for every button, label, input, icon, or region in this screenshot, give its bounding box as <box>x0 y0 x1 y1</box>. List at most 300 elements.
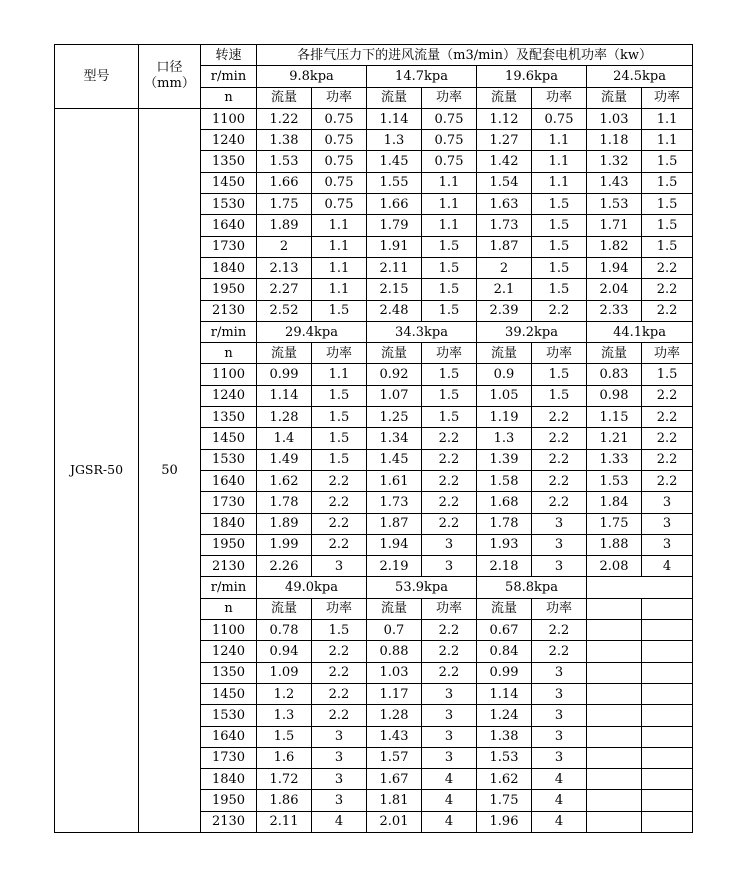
flow-value: 1.68 <box>477 492 532 513</box>
blower-performance-table <box>54 44 693 833</box>
power-value: 1.5 <box>422 300 477 321</box>
power-value: 1.5 <box>532 385 587 406</box>
flow-header: 流量 <box>477 87 532 108</box>
flow-value <box>587 620 642 641</box>
flow-value: 0.78 <box>257 620 312 641</box>
flow-value: 0.84 <box>477 641 532 662</box>
power-value <box>642 641 693 662</box>
flow-value: 1.87 <box>477 236 532 257</box>
power-value: 4 <box>422 790 477 811</box>
power-value: 0.75 <box>532 108 587 129</box>
power-value: 1.5 <box>422 385 477 406</box>
power-value: 2.2 <box>532 492 587 513</box>
flow-value <box>587 705 642 726</box>
pressure-header: 44.1kpa <box>587 321 693 342</box>
flow-value: 1.03 <box>587 108 642 129</box>
speed-value: 1640 <box>201 470 257 491</box>
flow-value: 1.34 <box>367 428 422 449</box>
flow-value: 2.52 <box>257 300 312 321</box>
flow-value: 1.89 <box>257 513 312 534</box>
power-value: 1.5 <box>532 279 587 300</box>
power-value: 0.75 <box>312 130 367 151</box>
flow-value: 1.3 <box>477 428 532 449</box>
flow-value: 1.43 <box>587 172 642 193</box>
speed-value: 1450 <box>201 428 257 449</box>
power-value: 4 <box>642 556 693 577</box>
flow-value: 1.53 <box>477 747 532 768</box>
power-value: 3 <box>532 683 587 704</box>
power-value: 0.75 <box>422 151 477 172</box>
speed-value: 1730 <box>201 747 257 768</box>
flow-value: 1.91 <box>367 236 422 257</box>
power-value: 2.2 <box>532 620 587 641</box>
power-value: 3 <box>312 726 367 747</box>
flow-header: 流量 <box>587 343 642 364</box>
flow-value: 1.67 <box>367 769 422 790</box>
n-label: n <box>201 343 257 364</box>
flow-value: 1.73 <box>367 492 422 513</box>
power-value: 1.1 <box>312 279 367 300</box>
flow-value: 1.17 <box>367 683 422 704</box>
flow-value: 1.22 <box>257 108 312 129</box>
flow-value: 0.94 <box>257 641 312 662</box>
power-value: 1.5 <box>312 407 367 428</box>
power-value: 2.2 <box>532 641 587 662</box>
power-value <box>642 726 693 747</box>
flow-header: 流量 <box>257 598 312 619</box>
flow-value: 1.14 <box>477 683 532 704</box>
power-value: 2.2 <box>422 428 477 449</box>
power-value: 1.1 <box>312 364 367 385</box>
flow-value: 1.38 <box>477 726 532 747</box>
empty-cell <box>587 598 642 619</box>
power-value <box>642 705 693 726</box>
power-value: 3 <box>422 705 477 726</box>
pressure-header: 49.0kpa <box>257 577 367 598</box>
flow-value: 1.63 <box>477 194 532 215</box>
power-value: 3 <box>532 705 587 726</box>
power-value: 3 <box>312 556 367 577</box>
speed-value: 1950 <box>201 534 257 555</box>
speed-value: 2130 <box>201 811 257 832</box>
power-value: 1.5 <box>532 215 587 236</box>
power-value: 3 <box>422 683 477 704</box>
flow-value: 1.66 <box>367 194 422 215</box>
flow-value: 1.57 <box>367 747 422 768</box>
speed-value: 1350 <box>201 151 257 172</box>
flow-value: 2.18 <box>477 556 532 577</box>
flow-value: 1.55 <box>367 172 422 193</box>
flow-value: 1.45 <box>367 151 422 172</box>
speed-value: 2130 <box>201 556 257 577</box>
power-value: 1.1 <box>312 257 367 278</box>
power-value: 1.5 <box>312 449 367 470</box>
speed-value: 1840 <box>201 513 257 534</box>
power-header: 功率 <box>422 343 477 364</box>
flow-value <box>587 790 642 811</box>
power-value: 1.5 <box>642 364 693 385</box>
flow-value: 1.58 <box>477 470 532 491</box>
pressure-header: 53.9kpa <box>367 577 477 598</box>
pressure-header: 29.4kpa <box>257 321 367 342</box>
flow-value: 1.78 <box>257 492 312 513</box>
power-value: 1.1 <box>312 215 367 236</box>
power-value: 1.5 <box>422 257 477 278</box>
flow-value: 1.75 <box>587 513 642 534</box>
flow-value: 1.89 <box>257 215 312 236</box>
power-value: 2.2 <box>422 662 477 683</box>
power-value: 3 <box>312 769 367 790</box>
flow-value: 1.53 <box>257 151 312 172</box>
speed-value: 1730 <box>201 492 257 513</box>
flow-value: 1.72 <box>257 769 312 790</box>
power-value: 3 <box>422 726 477 747</box>
power-value: 4 <box>532 790 587 811</box>
rpm-label: r/min <box>201 321 257 342</box>
flow-value: 1.27 <box>477 130 532 151</box>
table-row <box>55 108 693 129</box>
n-label: n <box>201 87 257 108</box>
pressure-header: 19.6kpa <box>477 66 587 87</box>
power-value: 2.2 <box>642 385 693 406</box>
speed-value: 1530 <box>201 194 257 215</box>
power-value: 3 <box>532 662 587 683</box>
power-header: 功率 <box>642 87 693 108</box>
power-header: 功率 <box>312 343 367 364</box>
power-value <box>642 747 693 768</box>
flow-value: 1.21 <box>587 428 642 449</box>
power-value: 2.2 <box>422 470 477 491</box>
flow-value: 1.18 <box>587 130 642 151</box>
power-value: 1.5 <box>642 151 693 172</box>
caliber-header-line2: （mm） <box>144 76 195 92</box>
pressure-header: 58.8kpa <box>477 577 587 598</box>
power-value: 3 <box>532 556 587 577</box>
flow-value: 1.3 <box>257 705 312 726</box>
flow-value: 1.73 <box>477 215 532 236</box>
flow-value: 1.53 <box>587 470 642 491</box>
speed-value: 1640 <box>201 215 257 236</box>
flow-value: 0.99 <box>257 364 312 385</box>
flow-value: 1.94 <box>367 534 422 555</box>
power-value: 0.75 <box>312 194 367 215</box>
table-title: 各排气压力下的进风流量（m3/min）及配套电机功率（kw） <box>257 45 693 66</box>
flow-value: 1.71 <box>587 215 642 236</box>
flow-value: 1.88 <box>587 534 642 555</box>
speed-value: 2130 <box>201 300 257 321</box>
power-value: 2.2 <box>532 407 587 428</box>
caliber-header <box>139 45 201 109</box>
flow-value: 1.6 <box>257 747 312 768</box>
power-value: 0.75 <box>312 108 367 129</box>
speed-value: 1530 <box>201 449 257 470</box>
power-value: 2.2 <box>532 428 587 449</box>
power-value: 2.2 <box>312 492 367 513</box>
pressure-header: 9.8kpa <box>257 66 367 87</box>
flow-value: 2.26 <box>257 556 312 577</box>
flow-value: 1.84 <box>587 492 642 513</box>
power-value: 1.5 <box>312 620 367 641</box>
power-value: 1.1 <box>422 215 477 236</box>
flow-value: 1.14 <box>367 108 422 129</box>
power-value: 2.2 <box>642 428 693 449</box>
power-value: 1.1 <box>532 151 587 172</box>
power-value: 2.2 <box>532 300 587 321</box>
flow-value: 1.03 <box>367 662 422 683</box>
flow-header: 流量 <box>477 343 532 364</box>
flow-value: 0.9 <box>477 364 532 385</box>
power-value: 3 <box>642 534 693 555</box>
power-value: 2.2 <box>422 620 477 641</box>
model-header: 型号 <box>55 45 139 109</box>
speed-value: 1950 <box>201 279 257 300</box>
flow-header: 流量 <box>257 343 312 364</box>
power-value: 3 <box>422 556 477 577</box>
power-value: 2.2 <box>642 407 693 428</box>
flow-value: 1.93 <box>477 534 532 555</box>
flow-value: 1.33 <box>587 449 642 470</box>
speed-value: 1640 <box>201 726 257 747</box>
power-value: 2.2 <box>312 534 367 555</box>
flow-value <box>587 747 642 768</box>
flow-value: 1.54 <box>477 172 532 193</box>
speed-value: 1840 <box>201 257 257 278</box>
power-value: 0.75 <box>312 172 367 193</box>
power-header: 功率 <box>532 343 587 364</box>
power-header: 功率 <box>532 598 587 619</box>
power-value: 3 <box>642 513 693 534</box>
pressure-header <box>587 577 693 598</box>
power-value: 0.75 <box>312 151 367 172</box>
speed-value: 1100 <box>201 620 257 641</box>
flow-value: 2.01 <box>367 811 422 832</box>
power-value: 1.1 <box>532 130 587 151</box>
flow-value: 1.75 <box>477 790 532 811</box>
power-value: 1.5 <box>532 236 587 257</box>
speed-value: 1450 <box>201 683 257 704</box>
power-value: 2.2 <box>312 705 367 726</box>
flow-value: 0.67 <box>477 620 532 641</box>
power-value: 2.2 <box>642 470 693 491</box>
power-value: 3 <box>422 534 477 555</box>
flow-value: 1.62 <box>477 769 532 790</box>
power-value: 3 <box>312 747 367 768</box>
power-value: 4 <box>532 769 587 790</box>
speed-value: 1840 <box>201 769 257 790</box>
title-row <box>55 45 693 66</box>
flow-value: 1.96 <box>477 811 532 832</box>
power-value: 0.75 <box>422 130 477 151</box>
caliber-header-line1: 口径 <box>156 60 183 76</box>
flow-value: 2 <box>477 257 532 278</box>
pressure-header: 14.7kpa <box>367 66 477 87</box>
speed-value: 1950 <box>201 790 257 811</box>
flow-value: 0.98 <box>587 385 642 406</box>
power-value: 2.2 <box>642 449 693 470</box>
power-value <box>642 683 693 704</box>
flow-value: 1.25 <box>367 407 422 428</box>
n-label: n <box>201 598 257 619</box>
power-header: 功率 <box>312 598 367 619</box>
flow-value: 1.62 <box>257 470 312 491</box>
flow-value: 0.99 <box>477 662 532 683</box>
speed-value: 1350 <box>201 662 257 683</box>
power-value <box>642 790 693 811</box>
flow-value: 2.39 <box>477 300 532 321</box>
flow-value: 2.08 <box>587 556 642 577</box>
flow-value: 2.13 <box>257 257 312 278</box>
flow-value: 1.32 <box>587 151 642 172</box>
power-value: 1.5 <box>642 194 693 215</box>
power-value: 2.2 <box>642 257 693 278</box>
power-value: 1.1 <box>422 194 477 215</box>
power-value: 3 <box>532 534 587 555</box>
power-header: 功率 <box>532 87 587 108</box>
speed-value: 1240 <box>201 641 257 662</box>
power-value: 2.2 <box>642 279 693 300</box>
power-value: 3 <box>532 726 587 747</box>
flow-value: 1.86 <box>257 790 312 811</box>
flow-value: 1.39 <box>477 449 532 470</box>
flow-value: 2.11 <box>257 811 312 832</box>
flow-value: 1.28 <box>257 407 312 428</box>
flow-header: 流量 <box>477 598 532 619</box>
power-value: 4 <box>422 769 477 790</box>
flow-value: 1.87 <box>367 513 422 534</box>
flow-value: 0.92 <box>367 364 422 385</box>
flow-value: 1.82 <box>587 236 642 257</box>
power-value: 2.2 <box>532 449 587 470</box>
power-value: 3 <box>312 790 367 811</box>
power-value: 1.5 <box>312 300 367 321</box>
flow-value: 1.49 <box>257 449 312 470</box>
flow-value: 2.19 <box>367 556 422 577</box>
flow-value: 1.12 <box>477 108 532 129</box>
flow-header: 流量 <box>587 87 642 108</box>
power-value: 1.5 <box>422 407 477 428</box>
flow-value: 1.45 <box>367 449 422 470</box>
speed-value: 1240 <box>201 130 257 151</box>
flow-value: 1.24 <box>477 705 532 726</box>
flow-value <box>587 726 642 747</box>
power-value: 1.5 <box>532 364 587 385</box>
power-value: 4 <box>532 811 587 832</box>
flow-value: 1.42 <box>477 151 532 172</box>
power-value: 2.2 <box>312 641 367 662</box>
rpm-label: r/min <box>201 66 257 87</box>
flow-value: 1.43 <box>367 726 422 747</box>
flow-value: 2.48 <box>367 300 422 321</box>
power-value: 1.5 <box>642 236 693 257</box>
flow-value: 1.4 <box>257 428 312 449</box>
power-header: 功率 <box>642 343 693 364</box>
power-value: 2.2 <box>422 641 477 662</box>
flow-value: 2 <box>257 236 312 257</box>
power-value: 1.5 <box>422 279 477 300</box>
flow-value: 1.05 <box>477 385 532 406</box>
power-header: 功率 <box>312 87 367 108</box>
power-value: 1.1 <box>642 130 693 151</box>
rpm-label: r/min <box>201 577 257 598</box>
speed-value: 1100 <box>201 364 257 385</box>
flow-value: 1.78 <box>477 513 532 534</box>
power-value: 1.5 <box>532 257 587 278</box>
empty-cell <box>642 598 693 619</box>
flow-value: 2.1 <box>477 279 532 300</box>
flow-header: 流量 <box>367 343 422 364</box>
power-value: 3 <box>422 747 477 768</box>
caliber-value: 50 <box>139 108 201 832</box>
speed-value: 1730 <box>201 236 257 257</box>
flow-value: 1.79 <box>367 215 422 236</box>
flow-value: 1.09 <box>257 662 312 683</box>
flow-header: 流量 <box>367 598 422 619</box>
flow-value: 2.15 <box>367 279 422 300</box>
power-value: 3 <box>532 747 587 768</box>
power-header: 功率 <box>422 598 477 619</box>
power-value: 2.2 <box>312 662 367 683</box>
power-value: 2.2 <box>312 513 367 534</box>
flow-value: 1.53 <box>587 194 642 215</box>
flow-value: 1.2 <box>257 683 312 704</box>
speed-value: 1530 <box>201 705 257 726</box>
power-value: 2.2 <box>422 492 477 513</box>
power-value: 1.5 <box>642 172 693 193</box>
power-value <box>642 662 693 683</box>
flow-value: 1.99 <box>257 534 312 555</box>
power-value: 2.2 <box>532 470 587 491</box>
flow-value: 1.15 <box>587 407 642 428</box>
flow-value: 1.81 <box>367 790 422 811</box>
power-value: 3 <box>532 513 587 534</box>
model-value: JGSR-50 <box>55 108 139 832</box>
power-value: 2.2 <box>422 449 477 470</box>
flow-value <box>587 683 642 704</box>
power-value: 1.5 <box>422 364 477 385</box>
flow-value: 0.83 <box>587 364 642 385</box>
speed-value: 1240 <box>201 385 257 406</box>
flow-value: 2.33 <box>587 300 642 321</box>
flow-value <box>587 769 642 790</box>
flow-value: 0.88 <box>367 641 422 662</box>
power-header: 功率 <box>422 87 477 108</box>
speed-header: 转速 <box>201 45 257 66</box>
power-value: 2.2 <box>422 513 477 534</box>
flow-value: 1.3 <box>367 130 422 151</box>
power-value: 1.1 <box>422 172 477 193</box>
power-value: 2.2 <box>312 470 367 491</box>
pressure-header: 24.5kpa <box>587 66 693 87</box>
flow-value <box>587 662 642 683</box>
pressure-header: 34.3kpa <box>367 321 477 342</box>
flow-value: 1.07 <box>367 385 422 406</box>
power-value <box>642 769 693 790</box>
flow-value: 2.11 <box>367 257 422 278</box>
power-value: 2.2 <box>642 300 693 321</box>
power-value: 3 <box>642 492 693 513</box>
power-value <box>642 811 693 832</box>
flow-value: 1.75 <box>257 194 312 215</box>
power-value: 1.5 <box>642 215 693 236</box>
flow-value: 0.7 <box>367 620 422 641</box>
flow-value <box>587 641 642 662</box>
flow-value: 1.28 <box>367 705 422 726</box>
power-value: 4 <box>422 811 477 832</box>
power-value: 1.1 <box>312 236 367 257</box>
flow-value: 1.38 <box>257 130 312 151</box>
speed-value: 1450 <box>201 172 257 193</box>
flow-header: 流量 <box>367 87 422 108</box>
